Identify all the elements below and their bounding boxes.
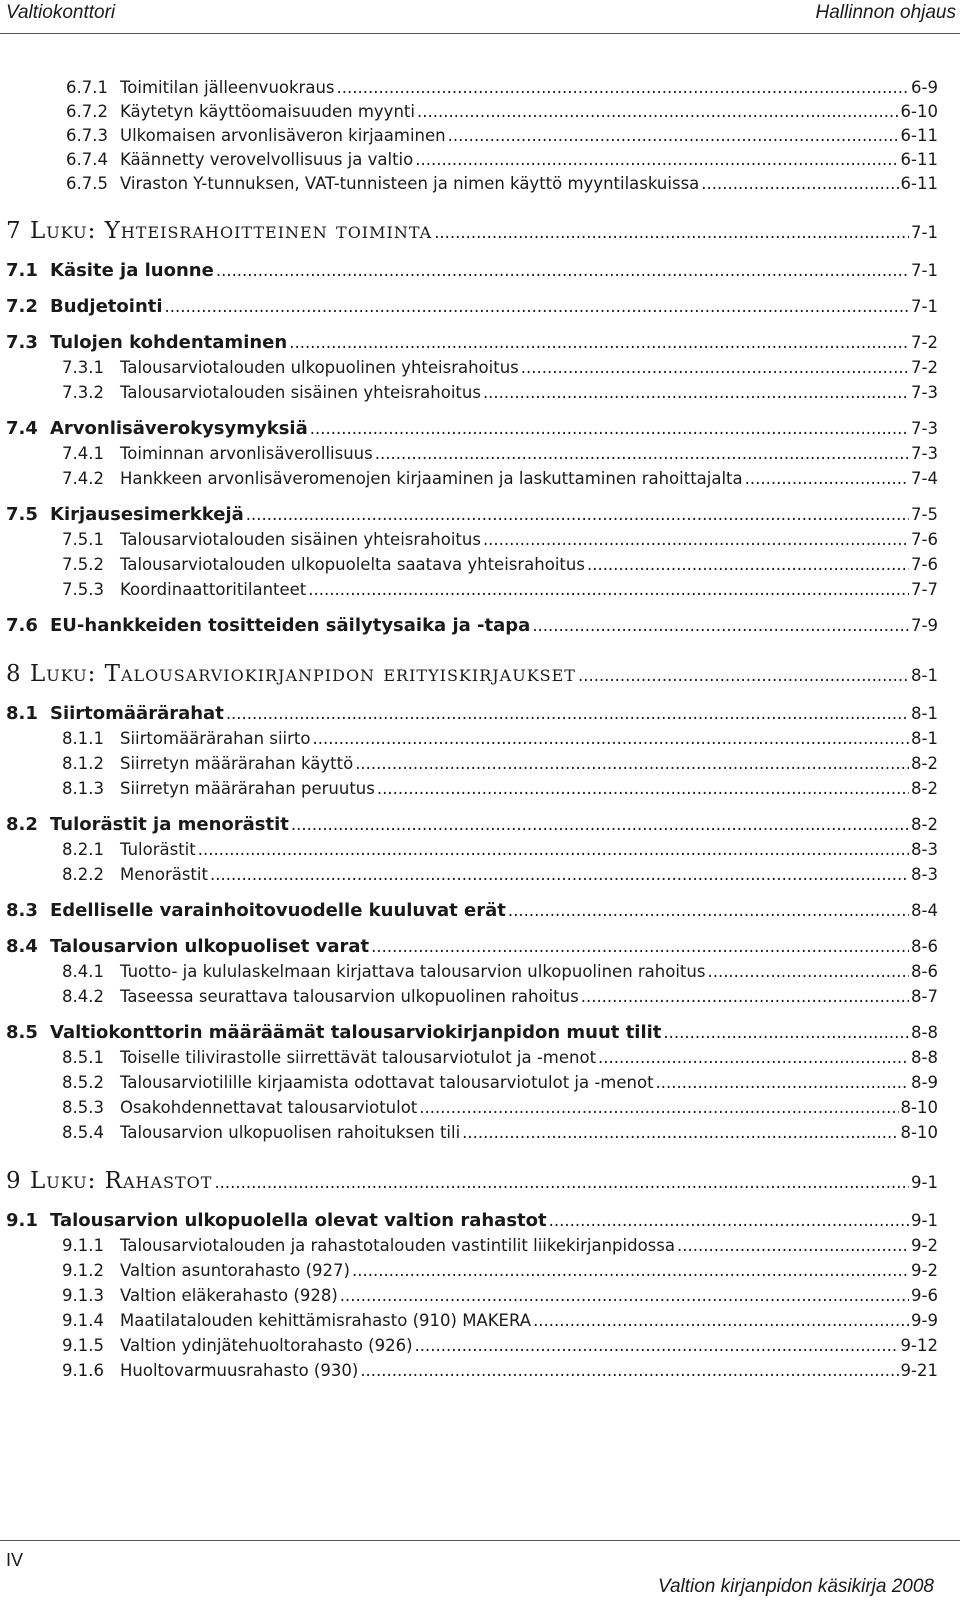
toc-entry-page: 8-4 [911, 901, 938, 920]
toc-entry-number: 7.3.2 [62, 383, 104, 402]
toc-entry-title: Tulorästit ja menorästit [50, 814, 289, 835]
toc-entry-title: Valtion eläkerahasto (928) [120, 1286, 338, 1305]
toc-entry-sub2[interactable] [0, 444, 960, 469]
toc-entry-sub2[interactable] [0, 962, 960, 987]
toc-entry-page: 7-1 [911, 223, 938, 242]
toc-entry-sub2[interactable] [0, 987, 960, 1012]
toc-entry-sub2[interactable] [0, 1236, 960, 1261]
toc-entry-title: Talousarviotalouden ulkopuolinen yhteisrahoitus [120, 358, 519, 377]
dot-leader [360, 1361, 898, 1380]
toc-entry-sub2[interactable] [0, 1073, 960, 1098]
dot-leader [246, 505, 909, 524]
toc-entry-sub2[interactable] [0, 1048, 960, 1073]
toc-entry-page: 7-7 [911, 580, 938, 599]
toc-entry-title: Käytetyn käyttöomaisuuden myynti [120, 102, 415, 121]
toc-entry-page: 7-1 [911, 261, 938, 280]
toc-entry-title: Talousarviotalouden ulkopuolelta saatava yhteisrahoitus [120, 555, 585, 574]
toc-entry-sub3[interactable] [0, 102, 960, 126]
dot-leader [417, 102, 899, 121]
toc-entry-page: 7-3 [911, 383, 938, 402]
toc-entry-title: Talousarvion ulkopuolisen rahoituksen tili [120, 1123, 461, 1142]
toc-entry-sub2[interactable] [0, 840, 960, 865]
dot-leader [587, 555, 909, 574]
dot-leader [226, 704, 909, 723]
toc-entry-sec[interactable] [0, 615, 960, 641]
toc-entry-sec[interactable] [0, 260, 960, 286]
dot-leader [310, 419, 909, 438]
toc-entry-title: Siirtomäärärahan siirto [120, 729, 311, 748]
toc-entry-number: 8.5.4 [62, 1123, 104, 1142]
running-header [0, 0, 960, 34]
toc-entry-title: Siirtomäärärahat [50, 703, 224, 724]
toc-entry-page: 6-11 [900, 126, 938, 145]
toc-entry-page: 7-6 [911, 555, 938, 574]
toc-entry-title: Talousarvion ulkopuoliset varat [50, 936, 370, 957]
toc-entry-page: 7-5 [911, 505, 938, 524]
dot-leader [462, 1123, 898, 1142]
toc-entry-title: EU-hankkeiden tositteiden säilytysaika ja -tapa [50, 615, 531, 636]
toc-entry-title: Siirretyn määrärahan peruutus [120, 779, 375, 798]
toc-entry-number: 8.2 [6, 814, 38, 835]
dot-leader [701, 174, 898, 193]
toc-entry-sub2[interactable] [0, 580, 960, 605]
dot-leader [377, 779, 909, 798]
toc-entry-sec[interactable] [0, 936, 960, 962]
toc-entry-page: 8-8 [911, 1048, 938, 1067]
toc-entry-sub2[interactable] [0, 1361, 960, 1386]
toc-entry-page: 8-9 [911, 1073, 938, 1092]
toc-entry-sub2[interactable] [0, 1286, 960, 1311]
toc-entry-title: Talousarviotalouden sisäinen yhteisrahoitus [120, 383, 481, 402]
dot-leader [581, 987, 909, 1006]
toc-entry-page: 7-9 [911, 616, 938, 635]
toc-entry-number: 8.5.1 [62, 1048, 104, 1067]
toc-entry-page: 9-9 [911, 1311, 938, 1330]
dot-leader [355, 754, 909, 773]
toc-entry-chap[interactable] [0, 661, 960, 693]
toc-entry-title: Kirjausesimerkkejä [50, 504, 244, 525]
toc-entry-sub3[interactable] [0, 78, 960, 102]
toc-entry-title: Siirretyn määrärahan käyttö [120, 754, 354, 773]
toc-entry-number: 6.7.4 [66, 150, 108, 169]
toc-entry-sec[interactable] [0, 814, 960, 840]
toc-entry-number: 6.7.3 [66, 126, 108, 145]
toc-entry-sec[interactable] [0, 900, 960, 926]
toc-entry-number: 9.1.5 [62, 1336, 104, 1355]
toc-entry-page: 7-1 [911, 297, 938, 316]
dot-leader [375, 444, 909, 463]
toc-entry-page: 8-1 [911, 729, 938, 748]
toc-entry-sub3[interactable] [0, 150, 960, 174]
dot-leader [521, 358, 909, 377]
toc-entry-chap[interactable] [0, 1168, 960, 1200]
toc-entry-page: 9-12 [900, 1336, 938, 1355]
toc-entry-number: 7.5.1 [62, 530, 104, 549]
dot-leader [533, 1311, 909, 1330]
toc-entry-title: 7 Luku: Yhteisrahoitteinen toiminta [6, 218, 433, 244]
toc-entry-sub2[interactable] [0, 1123, 960, 1148]
toc-entry-title: Ulkomaisen arvonlisäveron kirjaaminen [120, 126, 446, 145]
toc-entry-number: 6.7.2 [66, 102, 108, 121]
footer-page-number: IV [6, 1550, 24, 1570]
toc-entry-title: 8 Luku: Talousarviokirjanpidon erityiskirjaukset [6, 661, 576, 687]
dot-leader [308, 580, 909, 599]
toc-entry-number: 8.2.1 [62, 840, 104, 859]
toc-entry-sub2[interactable] [0, 1311, 960, 1336]
toc-entry-number: 8.4 [6, 936, 38, 957]
toc-entry-page: 9-2 [911, 1236, 938, 1255]
toc-entry-page: 6-9 [911, 78, 938, 97]
toc-entry-number: 8.5 [6, 1022, 38, 1043]
toc-entry-page: 6-11 [900, 174, 938, 193]
toc-entry-title: Talousarviotalouden sisäinen yhteisrahoitus [120, 530, 481, 549]
toc-entry-page: 7-2 [911, 358, 938, 377]
footer-rule [0, 1540, 960, 1541]
toc-entry-page: 8-10 [900, 1123, 938, 1142]
toc-entry-sub2[interactable] [0, 1261, 960, 1286]
toc-entry-number: 7.5.2 [62, 555, 104, 574]
dot-leader [340, 1286, 909, 1305]
toc-entry-title: 9 Luku: Rahastot [6, 1168, 213, 1194]
toc-entry-page: 9-1 [911, 1211, 938, 1230]
toc-entry-title: Valtion ydinjätehuoltorahasto (926) [120, 1336, 413, 1355]
dot-leader [289, 333, 909, 352]
toc-entry-number: 7.3.1 [62, 358, 104, 377]
dot-leader [448, 126, 899, 145]
toc-entry-number: 7.3 [6, 332, 38, 353]
dot-leader [707, 962, 909, 981]
toc-entry-sec[interactable] [0, 1210, 960, 1236]
toc-entry-sub2[interactable] [0, 530, 960, 555]
toc-entry-sub2[interactable] [0, 729, 960, 754]
toc-entry-title: Valtion asuntorahasto (927) [120, 1261, 350, 1280]
toc-entry-sub3[interactable] [0, 174, 960, 198]
dot-leader [198, 840, 909, 859]
toc-entry-page: 9-21 [900, 1361, 938, 1380]
toc-entry-page: 9-2 [911, 1261, 938, 1280]
table-of-contents [0, 78, 960, 1386]
toc-entry-sub2[interactable] [0, 1336, 960, 1361]
toc-entry-sub3[interactable] [0, 126, 960, 150]
toc-entry-page: 8-2 [911, 779, 938, 798]
toc-entry-chap[interactable] [0, 218, 960, 250]
toc-entry-title: Käsite ja luonne [50, 260, 214, 281]
toc-entry-title: Menorästit [120, 865, 208, 884]
toc-entry-sec[interactable] [0, 332, 960, 358]
toc-entry-page: 6-11 [900, 150, 938, 169]
dot-leader [337, 78, 910, 97]
toc-entry-number: 7.4.1 [62, 444, 104, 463]
dot-leader [677, 1236, 909, 1255]
toc-entry-page: 8-2 [911, 815, 938, 834]
toc-entry-title: Viraston Y-tunnuksen, VAT-tunnisteen ja nimen käyttö myyntilaskuissa [120, 174, 700, 193]
toc-entry-number: 7.5.3 [62, 580, 104, 599]
toc-entry-page: 7-6 [911, 530, 938, 549]
toc-entry-title: Toimitilan jälleenvuokraus [120, 78, 335, 97]
page-footer [0, 1540, 960, 1605]
dot-leader [656, 1073, 910, 1092]
toc-entry-title: Koordinaattoritilanteet [120, 580, 307, 599]
toc-entry-number: 6.7.1 [66, 78, 108, 97]
toc-entry-title: Edelliselle varainhoitovuodelle kuuluvat erät [50, 900, 506, 921]
toc-entry-page: 7-4 [911, 469, 938, 488]
toc-entry-page: 8-6 [911, 937, 938, 956]
dot-leader [415, 1336, 899, 1355]
toc-entry-number: 8.4.1 [62, 962, 104, 981]
toc-entry-number: 7.5 [6, 504, 38, 525]
dot-leader [549, 1211, 909, 1230]
toc-entry-page: 8-7 [911, 987, 938, 1006]
toc-entry-page: 8-3 [911, 840, 938, 859]
toc-entry-title: Osakohdennettavat talousarviotulot [120, 1098, 418, 1117]
toc-entry-number: 7.4.2 [62, 469, 104, 488]
toc-entry-page: 8-10 [900, 1098, 938, 1117]
dot-leader [745, 469, 909, 488]
toc-entry-page: 8-2 [911, 754, 938, 773]
dot-leader [663, 1023, 909, 1042]
toc-entry-title: Maatilatalouden kehittämisrahasto (910) MAKERA [120, 1311, 532, 1330]
toc-entry-page: 8-3 [911, 865, 938, 884]
toc-entry-title: Valtiokonttorin määräämät talousarviokirjanpidon muut tilit [50, 1022, 662, 1043]
toc-entry-title: Budjetointi [50, 296, 163, 317]
dot-leader [598, 1048, 909, 1067]
toc-entry-sub2[interactable] [0, 779, 960, 804]
toc-entry-number: 9.1.4 [62, 1311, 104, 1330]
toc-entry-title: Arvonlisäverokysymyksiä [50, 418, 308, 439]
toc-entry-sub2[interactable] [0, 469, 960, 494]
dot-leader [419, 1098, 898, 1117]
toc-entry-page: 8-1 [911, 704, 938, 723]
toc-entry-page: 6-10 [900, 102, 938, 121]
toc-entry-sec[interactable] [0, 296, 960, 322]
toc-entry-number: 7.2 [6, 296, 38, 317]
toc-entry-title: Toiminnan arvonlisäverollisuus [120, 444, 373, 463]
toc-entry-sec[interactable] [0, 504, 960, 530]
toc-entry-number: 9.1.2 [62, 1261, 104, 1280]
header-rule [0, 33, 960, 34]
toc-entry-number: 9.1.1 [62, 1236, 104, 1255]
toc-entry-page: 7-3 [911, 444, 938, 463]
toc-entry-number: 8.5.2 [62, 1073, 104, 1092]
toc-entry-page: 7-2 [911, 333, 938, 352]
toc-entry-sub2[interactable] [0, 754, 960, 779]
dot-leader [165, 297, 910, 316]
toc-entry-number: 8.4.2 [62, 987, 104, 1006]
toc-entry-number: 8.3 [6, 900, 38, 921]
toc-entry-title: Tulorästit [120, 840, 196, 859]
toc-entry-title: Tuotto- ja kululaskelmaan kirjattava talousarvion ulkopuolinen rahoitus [120, 962, 706, 981]
toc-entry-page: 8-6 [911, 962, 938, 981]
toc-entry-number: 9.1.6 [62, 1361, 104, 1380]
toc-entry-sec[interactable] [0, 703, 960, 729]
toc-entry-title: Käännetty verovelvollisuus ja valtio [120, 150, 414, 169]
dot-leader [483, 530, 909, 549]
toc-entry-title: Toiselle tilivirastolle siirrettävät talousarviotulot ja -menot [120, 1048, 597, 1067]
dot-leader [532, 616, 909, 635]
toc-entry-title: Talousarvion ulkopuolella olevat valtion rahastot [50, 1210, 547, 1231]
dot-leader [371, 937, 909, 956]
header-organization: Valtiokonttori [6, 2, 116, 23]
toc-entry-title: Taseessa seurattava talousarvion ulkopuolinen rahoitus [120, 987, 579, 1006]
toc-entry-title: Talousarviotilille kirjaamista odottavat talousarviotulot ja -menot [120, 1073, 654, 1092]
toc-entry-number: 9.1 [6, 1210, 38, 1231]
toc-entry-number: 8.2.2 [62, 865, 104, 884]
toc-entry-sub2[interactable] [0, 865, 960, 890]
toc-entry-page: 9-6 [911, 1286, 938, 1305]
dot-leader [210, 865, 909, 884]
toc-entry-number: 7.6 [6, 615, 38, 636]
toc-entry-title: Talousarviotalouden ja rahastotalouden vastintilit liikekirjanpidossa [120, 1236, 675, 1255]
toc-entry-number: 8.1.3 [62, 779, 104, 798]
dot-leader [508, 901, 909, 920]
toc-entry-sub2[interactable] [0, 383, 960, 408]
footer-book-title: Valtion kirjanpidon käsikirja 2008 [657, 1576, 934, 1597]
dot-leader [214, 1173, 909, 1192]
toc-entry-number: 7.1 [6, 260, 38, 281]
toc-entry-number: 7.4 [6, 418, 38, 439]
toc-entry-page: 7-3 [911, 419, 938, 438]
toc-entry-sub2[interactable] [0, 358, 960, 383]
toc-entry-sub2[interactable] [0, 555, 960, 580]
toc-entry-number: 8.1 [6, 703, 38, 724]
toc-entry-page: 8-1 [911, 666, 938, 685]
toc-entry-number: 9.1.3 [62, 1286, 104, 1305]
dot-leader [312, 729, 909, 748]
dot-leader [434, 223, 909, 242]
toc-entry-number: 8.1.2 [62, 754, 104, 773]
toc-entry-title: Hankkeen arvonlisäveromenojen kirjaaminen ja laskuttaminen rahoittajalta [120, 469, 743, 488]
toc-entry-number: 8.1.1 [62, 729, 104, 748]
toc-entry-sub2[interactable] [0, 1098, 960, 1123]
header-section: Hallinnon ohjaus [815, 2, 956, 23]
toc-entry-page: 8-8 [911, 1023, 938, 1042]
dot-leader [291, 815, 909, 834]
dot-leader [352, 1261, 909, 1280]
toc-entry-title: Huoltovarmuusrahasto (930) [120, 1361, 359, 1380]
toc-entry-sec[interactable] [0, 418, 960, 444]
toc-entry-page: 9-1 [911, 1173, 938, 1192]
dot-leader [216, 261, 909, 280]
toc-entry-number: 8.5.3 [62, 1098, 104, 1117]
dot-leader [415, 150, 898, 169]
toc-entry-title: Tulojen kohdentaminen [50, 332, 288, 353]
dot-leader [578, 666, 909, 685]
toc-entry-number: 6.7.5 [66, 174, 108, 193]
dot-leader [483, 383, 909, 402]
toc-entry-sec[interactable] [0, 1022, 960, 1048]
